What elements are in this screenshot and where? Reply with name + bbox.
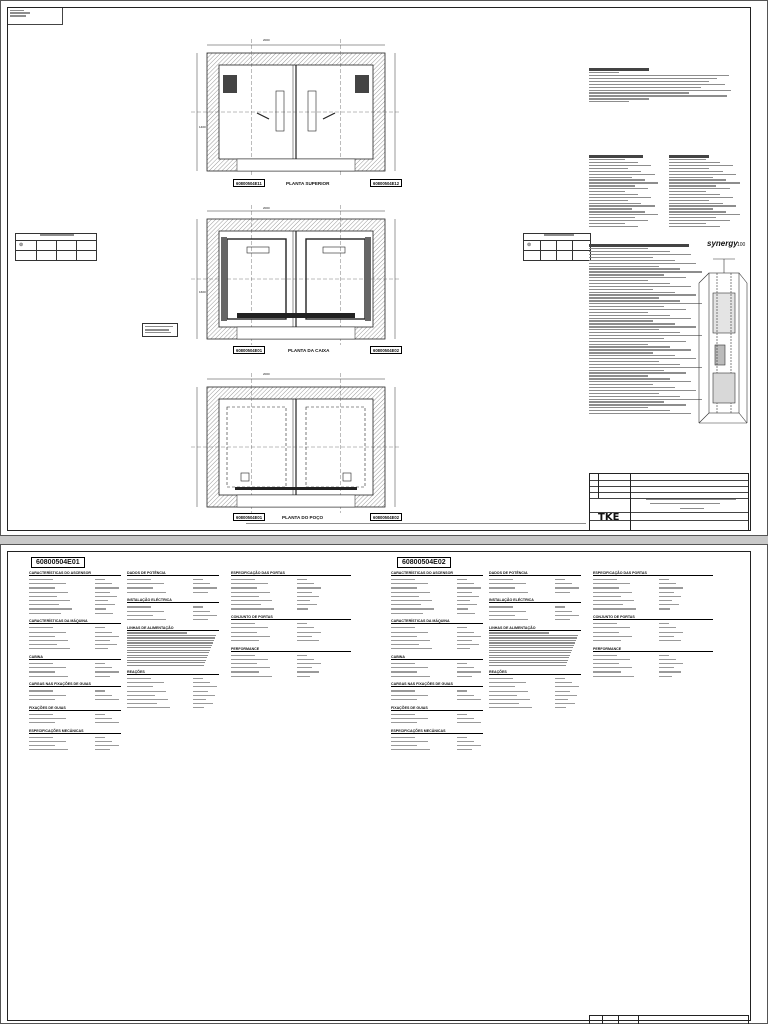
spec-row [29, 748, 121, 752]
plan-pit-title: PLANTA DO POÇO [282, 515, 324, 520]
spec-row [231, 674, 351, 678]
spec-section-heading: CONJUNTO DE PORTAS [593, 615, 713, 620]
brand-logo-text: synergy [707, 239, 738, 248]
spec-row [391, 611, 483, 615]
spec-row [391, 697, 483, 701]
spec-section-heading: CONJUNTO DE PORTAS [231, 615, 351, 620]
spec-column [29, 567, 121, 752]
target-icon: ⊚ [19, 242, 24, 248]
side-table-1 [15, 233, 97, 261]
spec-section-heading: CARGAS NAS FIXAÇÕES DE GUIAS [29, 682, 121, 687]
plan-cabin-code-left: 60800504E01 [233, 346, 265, 354]
spec-row [127, 706, 219, 710]
spec-section-heading: INSTALAÇÃO ELÉCTRICA [489, 598, 581, 603]
spec-row [391, 647, 483, 651]
plan-upper-code-left: 60800504E11 [233, 179, 265, 187]
brand-model: 100 [737, 242, 746, 248]
spec-row [29, 611, 121, 615]
plan-upper-code-right: 60800504E12 [370, 179, 402, 187]
spec-section-heading: FIXAÇÕES DE GUIAS [391, 706, 483, 711]
spec-row [391, 720, 483, 724]
spec-section-heading: DADOS DE POTÊNCIA [489, 571, 581, 576]
dimension-label: 2000 [263, 39, 270, 42]
spec-row [29, 697, 121, 701]
spec-row [29, 674, 121, 678]
spec-code-left: 60800504E01 [31, 557, 85, 568]
spec-row [593, 674, 713, 678]
spec-section-heading: REAÇÕES [489, 670, 581, 675]
dimension-label: 1400 [199, 126, 206, 129]
spec-row [231, 638, 351, 642]
spec-section-heading: CABINA [29, 655, 121, 660]
plan-upper-title: PLANTA SUPERIOR [286, 181, 330, 186]
spec-row [391, 674, 483, 678]
spec-section-heading: FIXAÇÕES DE GUIAS [29, 706, 121, 711]
spec-section-heading: PERFORMANCE [593, 647, 713, 652]
spec-section-heading: CARACTERÍSTICAS DA MÁQUINA [29, 619, 121, 624]
spec-section-heading: PERFORMANCE [231, 647, 351, 652]
spec-section-heading: LINHAS DE ALIMENTAÇÃO [489, 626, 581, 631]
notes-block-1 [589, 68, 747, 104]
spec-section-heading: REAÇÕES [127, 670, 219, 675]
spec-section-heading: CABINA [391, 655, 483, 660]
spec-column [593, 567, 713, 678]
spec-section-heading: ESPECIFICAÇÕES MECÂNICAS [29, 729, 121, 734]
spec-code-right: 60800504E02 [397, 557, 451, 568]
notes-block-3 [669, 155, 747, 229]
spec-row [489, 618, 581, 622]
spec-section-heading: ESPECIFICAÇÕES MECÂNICAS [391, 729, 483, 734]
spec-row [489, 590, 581, 594]
spec-section-heading: CARACTERÍSTICAS DO ASCENSOR [391, 571, 483, 576]
notes-block-2 [589, 155, 665, 229]
spec-column [489, 567, 581, 710]
company-logo: TKE [598, 512, 620, 523]
spec-section-heading: CARACTERÍSTICAS DO ASCENSOR [29, 571, 121, 576]
spec-title-stub [589, 1015, 749, 1024]
spec-row [29, 720, 121, 724]
spec-section-heading: ESPECIFICAÇÃO DAS PORTAS [593, 571, 713, 576]
spec-column [127, 567, 219, 710]
dimension-label: 1600 [199, 291, 206, 294]
spec-section-heading: ESPECIFICAÇÃO DAS PORTAS [231, 571, 351, 576]
plan-cabin-title: PLANTA DA CAIXA [288, 348, 330, 353]
spec-column [231, 567, 351, 678]
spec-row [127, 618, 219, 622]
spec-row [127, 590, 219, 594]
spec-row [391, 748, 483, 752]
elevator-3d-view [693, 253, 753, 453]
plan-pit-code-left: 60800504E01 [233, 513, 265, 521]
spec-sheet-bottom [0, 544, 768, 1024]
spec-section-heading: CARGAS NAS FIXAÇÕES DE GUIAS [391, 682, 483, 687]
side-table-2 [523, 233, 591, 261]
spec-row [593, 607, 713, 611]
spec-row [29, 647, 121, 651]
spec-row [593, 638, 713, 642]
spec-row [231, 607, 351, 611]
spec-column [391, 567, 483, 752]
side-legend-box [142, 323, 178, 337]
spec-row [489, 706, 581, 710]
spec-section-heading: LINHAS DE ALIMENTAÇÃO [127, 626, 219, 631]
plan-pit-code-right: 60800504E02 [370, 513, 402, 521]
dimension-label: 2000 [263, 373, 270, 376]
plan-cabin-code-right: 60800504E02 [370, 346, 402, 354]
dimension-label: 2000 [263, 207, 270, 210]
spec-section-heading: CARACTERÍSTICAS DA MÁQUINA [391, 619, 483, 624]
spec-section-heading: INSTALAÇÃO ELÉCTRICA [127, 598, 219, 603]
target-icon: ⊚ [527, 242, 532, 248]
title-block [589, 473, 749, 531]
spec-section-heading: DADOS DE POTÊNCIA [127, 571, 219, 576]
